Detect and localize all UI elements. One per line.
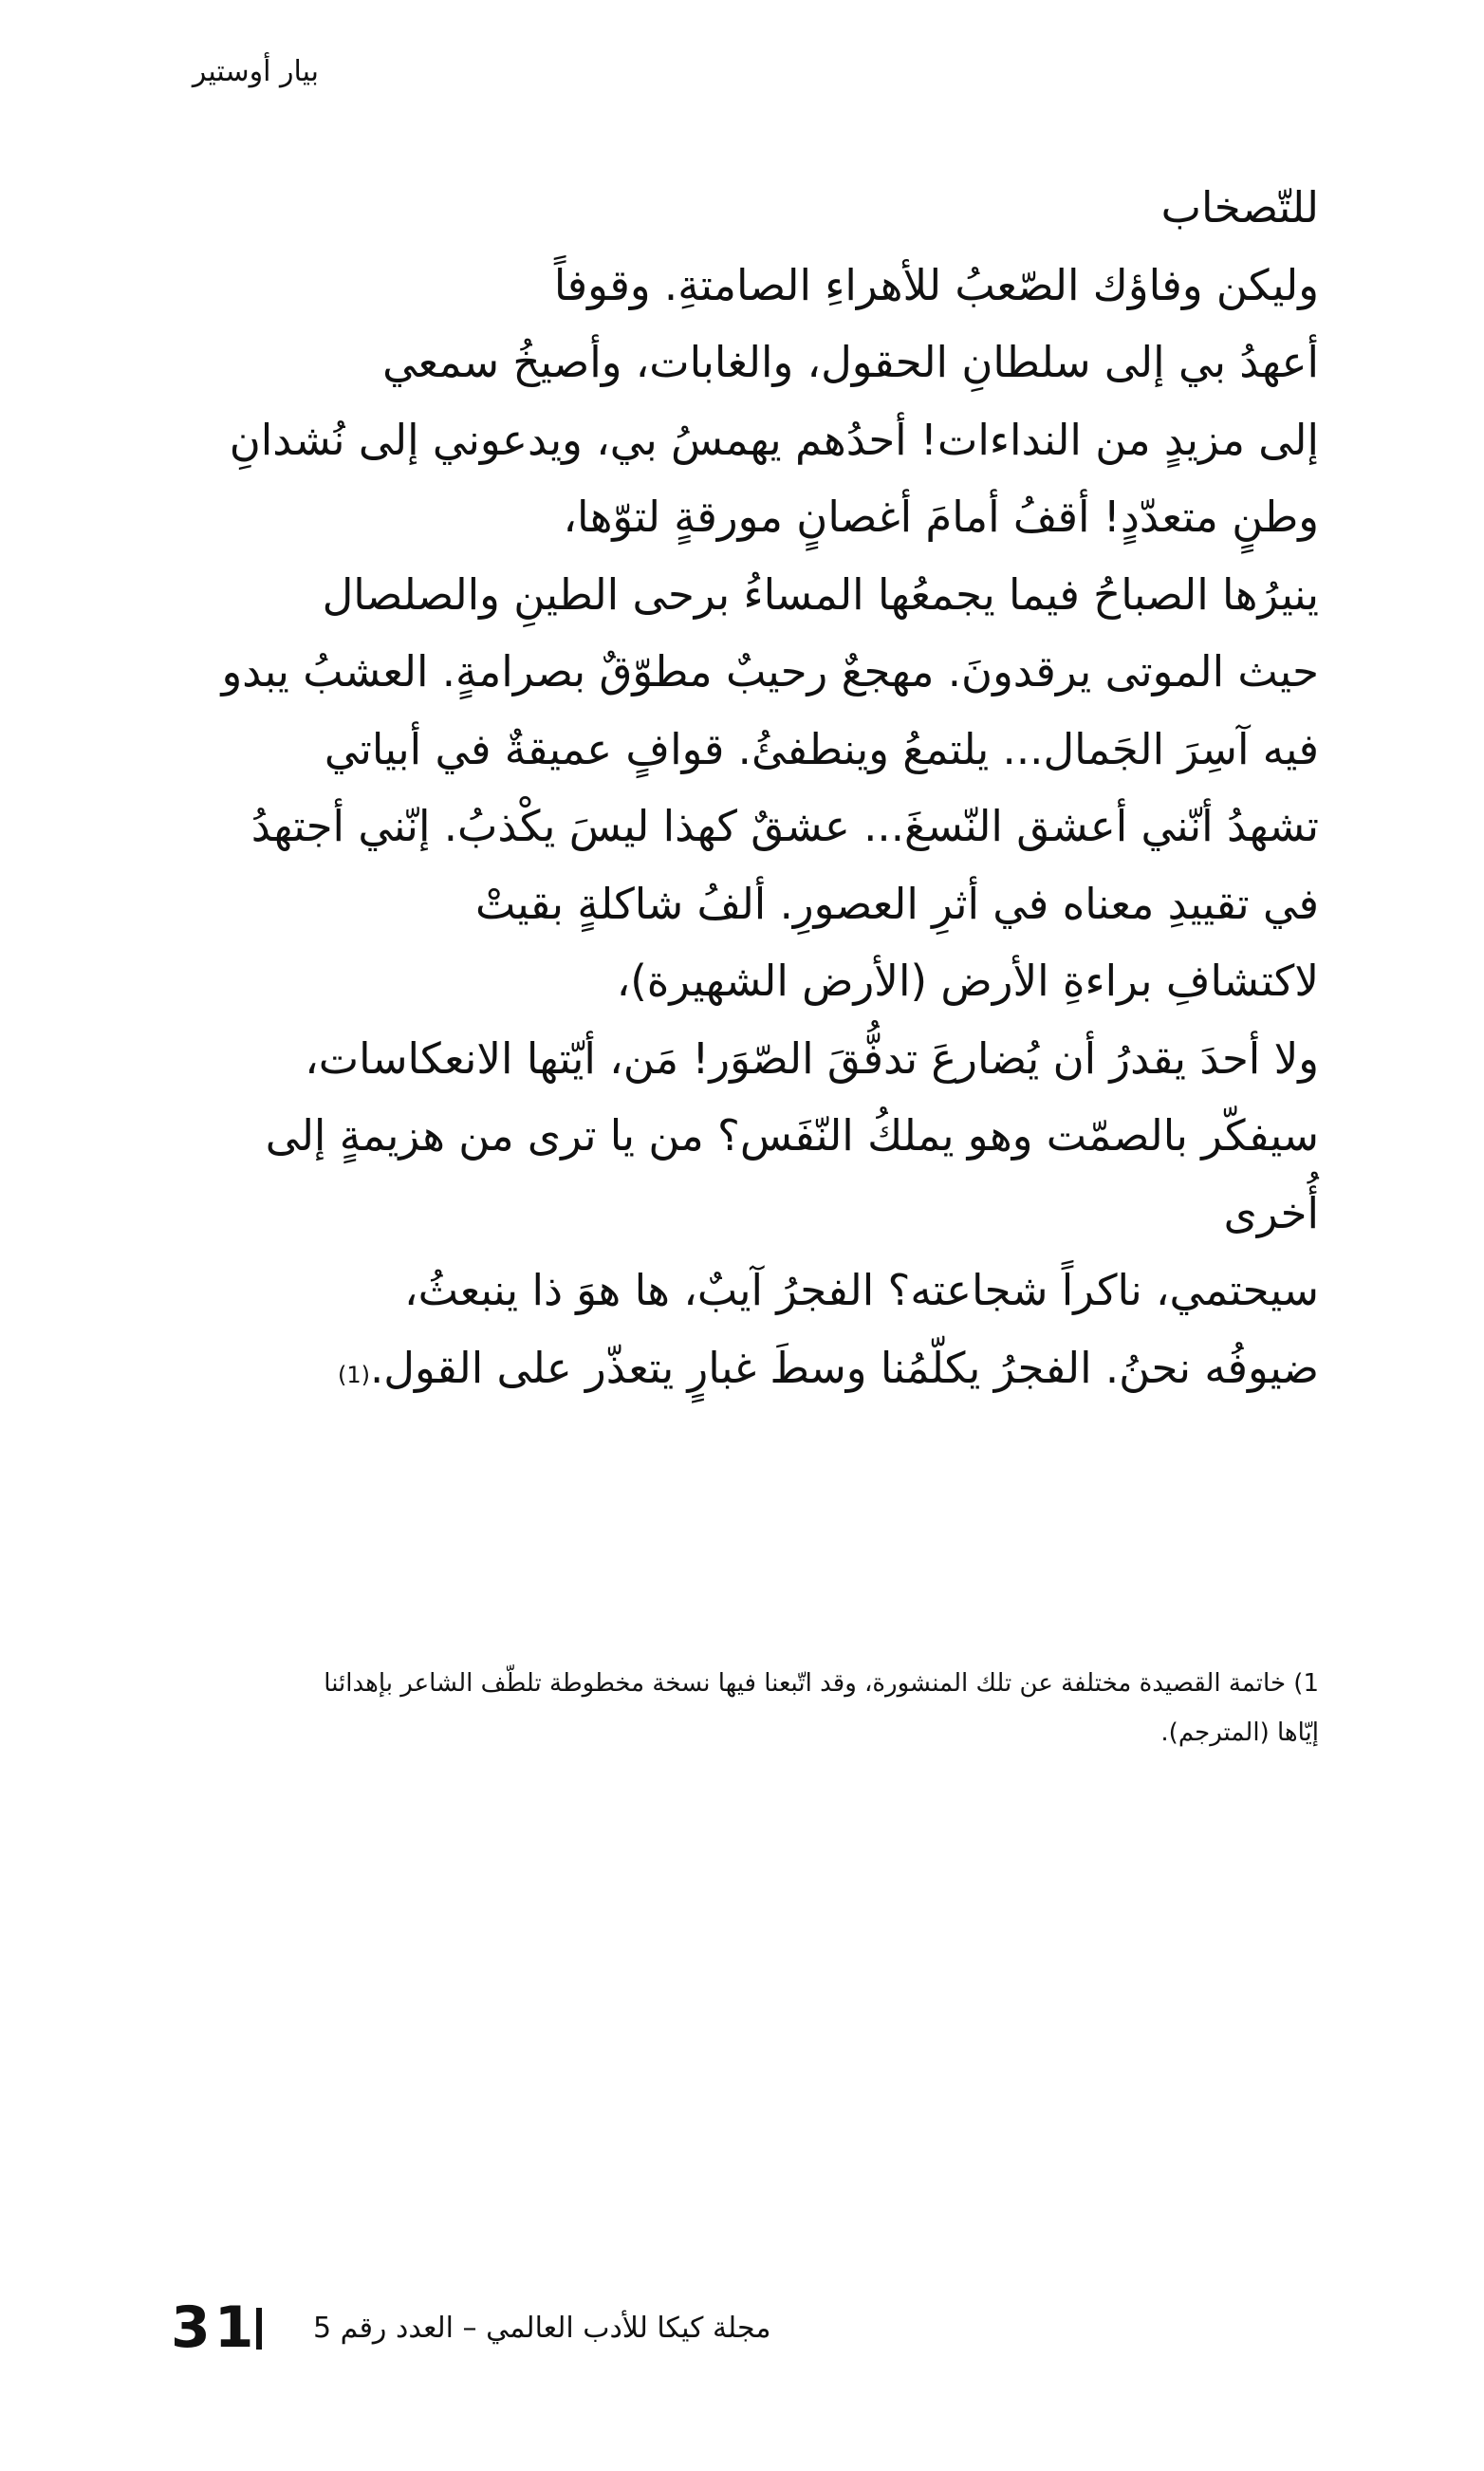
poem-line: تشهدُ أنّني أعشق النّسغَ... عشقٌ كهذا ليسَ يكْذبُ. إنّني أجتهدُ (250, 801, 1319, 851)
poem-line: فيه آسِرَ الجَمال... يلتمعُ وينطفئُ. قوافٍ عميقةٌ في أبياتي (324, 723, 1319, 774)
poem-line: ولا أحدَ يقدرُ أن يُضارعَ تدفُّقَ الصّوَر! مَن، أيّتها الانعكاسات، (305, 1032, 1319, 1084)
page-footer (171, 2294, 771, 2361)
poem-line: أعهدُ بي إلى سلطانِ الحقول، والغابات، وأصيخُ سمعي (382, 337, 1319, 387)
poem-line: سيحتمي، ناكراً شجاعته؟ الفجرُ آيبٌ، ها هوَ ذا ينبعثُ، (404, 1265, 1319, 1315)
poem-line: حيث الموتى يرقدونَ. مهجعٌ رحيبٌ مطوّقٌ بصرامةٍ. العشبُ يبدو (221, 646, 1319, 697)
poem-line: سيفكّر بالصمّت وهو يملكُ النّفَس؟ من يا ترى من هزيمةٍ إلى (265, 1110, 1319, 1161)
journal-title: مجلة كيكا للأدب العالمي – العدد رقم 5 (313, 2312, 771, 2345)
poem-line: ينيرُها الصباحُ فيما يجمعُها المساءُ برحى الطينِ والصلصال (322, 568, 1319, 620)
footnote-line: 1) خاتمة القصيدة مختلفة عن تلك المنشورة، وقد اتّبعنا فيها نسخة مخطوطة تلطّف الشاعر بإهدائنا (324, 1669, 1319, 1698)
footnote-line: إيّاها (المترجم). (1160, 1719, 1319, 1747)
poem-line-last (199, 1329, 1319, 1415)
poem-line: لاكتشافِ براءةِ الأرض (الأرض الشهيرة)، (616, 956, 1319, 1006)
poem-line: في تقييدِ معناه في أثرِ العصورِ. ألفُ شاكلةٍ بقيتْ (474, 878, 1319, 929)
poem-line: أُخرى (1223, 1187, 1319, 1238)
footer-divider (256, 2308, 262, 2350)
poem-line: وليكن وفاؤك الصّعبُ للأهراءِ الصامتةِ. وقوفاً (553, 259, 1319, 310)
poem-line: وطنٍ متعدّدٍ! أقفُ أمامَ أغصانٍ مورقةٍ لتوّها، (563, 492, 1319, 542)
poem-line-last-text: ضيوفُه نحنُ. الفجرُ يكلّمُنا وسطَ غبارٍ يتعذّر على القول. (369, 1342, 1319, 1393)
poem-line: للتّصخاب (1160, 182, 1319, 232)
poem-body (199, 169, 1319, 1414)
footnote-reference-marker[interactable]: (1) (337, 1361, 370, 1388)
running-head-author: بيار أوستير (192, 55, 319, 88)
footnote (199, 1659, 1319, 1757)
page-number: 31 (171, 2294, 258, 2361)
poem-line: إلى مزيدٍ من النداءات! أحدُهم يهمسُ بي، ويدعوني إلى نُشدانِ (229, 414, 1319, 465)
